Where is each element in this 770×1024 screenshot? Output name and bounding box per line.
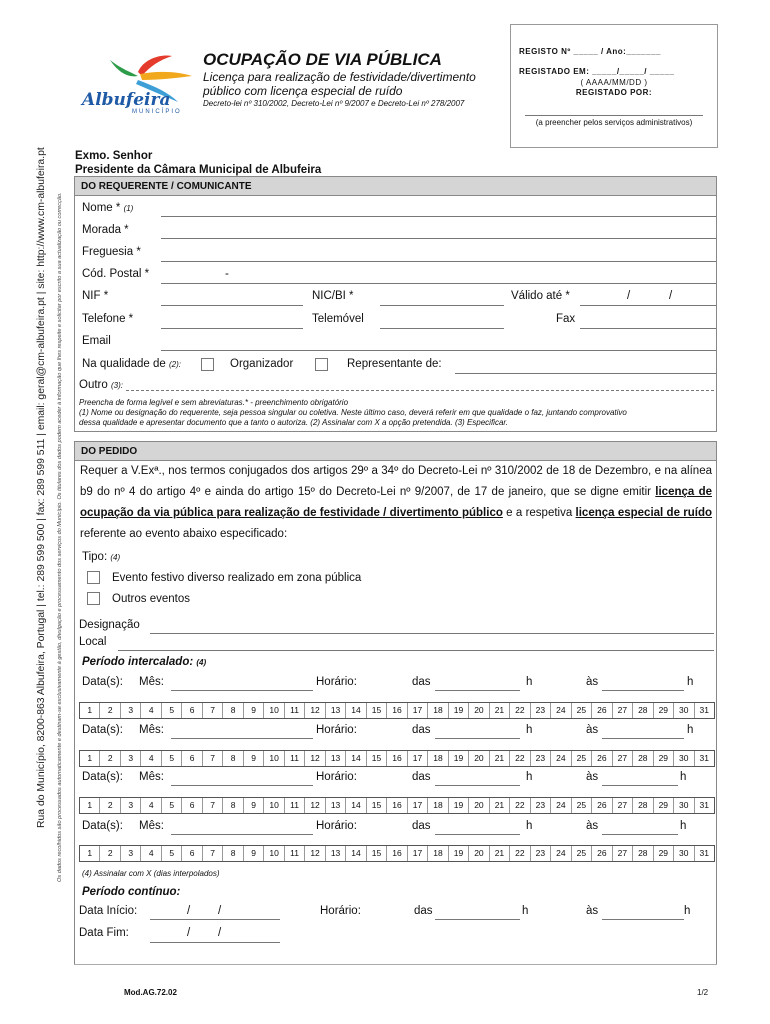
- day-cell[interactable]: 1: [80, 751, 100, 766]
- as-field[interactable]: [602, 834, 678, 835]
- opt-evento-festivo-label: Evento festivo diverso realizado em zona pública: [112, 572, 362, 584]
- day-cell[interactable]: 10: [264, 751, 284, 766]
- day-cell[interactable]: 24: [551, 846, 571, 861]
- day-cell[interactable]: 17: [408, 751, 428, 766]
- mes-label: Mês:: [139, 820, 164, 832]
- mes-field[interactable]: [171, 785, 313, 786]
- day-cell[interactable]: 6: [182, 798, 202, 813]
- freguesia-field[interactable]: [161, 261, 716, 262]
- day-cell[interactable]: 22: [510, 846, 530, 861]
- addressee: [75, 149, 321, 177]
- day-cell[interactable]: 26: [592, 798, 612, 813]
- mes-label: Mês:: [139, 771, 164, 783]
- day-cell[interactable]: 6: [182, 703, 202, 718]
- valido-slash-2: /: [669, 290, 673, 302]
- day-cell[interactable]: 19: [449, 846, 469, 861]
- day-cell[interactable]: 15: [367, 798, 387, 813]
- day-cell[interactable]: 5: [162, 798, 182, 813]
- day-cell[interactable]: 27: [613, 703, 633, 718]
- days-row[interactable]: [79, 750, 715, 767]
- datas-label: Data(s):: [82, 676, 123, 688]
- day-cell[interactable]: 19: [449, 751, 469, 766]
- day-cell[interactable]: 11: [285, 798, 305, 813]
- logo-subtitle: MUNICÍPIO: [132, 109, 182, 115]
- day-cell[interactable]: 6: [182, 751, 202, 766]
- day-cell[interactable]: 9: [244, 703, 264, 718]
- email-label: Email: [82, 335, 111, 347]
- day-cell[interactable]: 4: [141, 846, 161, 861]
- data-fim-label: Data Fim:: [79, 927, 129, 939]
- as-label: às: [586, 820, 599, 832]
- requerente-note-3: dessa qualidade e apresentar documento que a tanto o autoriza. (2) Assinalar com X a opção pretendida. (3) Especificar.: [79, 418, 508, 427]
- day-cell[interactable]: 18: [428, 751, 448, 766]
- das-label: das: [412, 676, 431, 688]
- form-title: OCUPAÇÃO DE VIA PÚBLICA: [203, 50, 442, 69]
- day-cell[interactable]: 20: [469, 846, 489, 861]
- as-label: às: [586, 676, 599, 688]
- day-cell[interactable]: 9: [244, 798, 264, 813]
- day-cell[interactable]: 21: [490, 703, 510, 718]
- data-inicio-label: Data Início:: [79, 905, 138, 917]
- day-cell[interactable]: 12: [305, 751, 325, 766]
- registry-by: REGISTADO POR:: [575, 88, 653, 97]
- day-cell[interactable]: 22: [510, 751, 530, 766]
- local-label: Local: [79, 636, 107, 648]
- day-cell[interactable]: 2: [100, 798, 120, 813]
- day-cell[interactable]: 14: [346, 798, 366, 813]
- h-label: h: [687, 724, 694, 736]
- days-row[interactable]: [79, 797, 715, 814]
- morada-field[interactable]: [161, 238, 716, 239]
- day-cell[interactable]: 29: [654, 798, 674, 813]
- day-cell[interactable]: 5: [162, 703, 182, 718]
- day-cell[interactable]: 8: [223, 798, 243, 813]
- day-cell[interactable]: 27: [613, 846, 633, 861]
- day-cell[interactable]: 30: [674, 703, 694, 718]
- day-cell[interactable]: 1: [80, 846, 100, 861]
- day-cell[interactable]: 4: [141, 703, 161, 718]
- day-cell[interactable]: 2: [100, 703, 120, 718]
- valido-label: Válido até *: [511, 290, 570, 302]
- mes-label: Mês:: [139, 724, 164, 736]
- day-cell[interactable]: 29: [654, 703, 674, 718]
- requerente-note-1: Preencha de forma legível e sem abreviaturas.* - preenchimento obrigatório: [79, 398, 349, 407]
- day-cell[interactable]: 29: [654, 751, 674, 766]
- designacao-field[interactable]: [150, 633, 714, 634]
- das-field[interactable]: [435, 690, 520, 691]
- registry-date-format: ( AAAA/MM/DD ): [580, 78, 648, 87]
- day-cell[interactable]: 23: [531, 703, 551, 718]
- day-cell[interactable]: 29: [654, 846, 674, 861]
- day-cell[interactable]: 5: [162, 751, 182, 766]
- designacao-label: Designação: [79, 619, 140, 631]
- day-cell[interactable]: 12: [305, 798, 325, 813]
- h-label: h: [526, 676, 533, 688]
- day-cell[interactable]: 15: [367, 703, 387, 718]
- day-cell[interactable]: 21: [490, 798, 510, 813]
- day-cell[interactable]: 11: [285, 846, 305, 861]
- horario-label: Horário:: [316, 820, 357, 832]
- day-cell[interactable]: 20: [469, 751, 489, 766]
- day-cell[interactable]: 13: [326, 751, 346, 766]
- horario-label: Horário:: [316, 724, 357, 736]
- day-cell[interactable]: 7: [203, 751, 223, 766]
- day-cell[interactable]: 5: [162, 846, 182, 861]
- side-contact-text: Rua do Município, 8200-863 Albufeira, Portugal | tel.: 289 599 500 | fax: 289 599 511 | email: geral@cm-albufeira.pt | site: http://www.cm-albufeira.pt: [36, 147, 47, 828]
- day-cell[interactable]: 7: [203, 703, 223, 718]
- addressee-line-2: Presidente da Câmara Municipal de Albufeira: [75, 164, 322, 176]
- as-label: às: [586, 771, 599, 783]
- h-label: h: [687, 676, 694, 688]
- local-field[interactable]: [118, 650, 714, 651]
- day-cell[interactable]: 20: [469, 798, 489, 813]
- day-cell[interactable]: 28: [633, 846, 653, 861]
- day-cell[interactable]: 21: [490, 846, 510, 861]
- side-privacy-text: Os dados recolhidos são processados automaticamente e destinam-se exclusivamente à gestão, divulgação e processamento dos serviços do Município. Os titulares dos dados podem aceder à informação que lhes respeite e solicitar por escrito a sua actualização ou correcção.: [57, 192, 63, 882]
- horario-label: Horário:: [316, 771, 357, 783]
- horario-label: Horário:: [320, 905, 361, 917]
- day-cell[interactable]: 22: [510, 703, 530, 718]
- day-cell[interactable]: 3: [121, 798, 141, 813]
- days-row[interactable]: [79, 702, 715, 719]
- requerente-note-2: (1) Nome ou designação do requerente, seja pessoa singular ou coletiva. Neste último caso, deverá referir em que qualidade o faz, juntando comprovativo: [79, 408, 627, 417]
- day-cell[interactable]: 12: [305, 846, 325, 861]
- day-cell[interactable]: 3: [121, 703, 141, 718]
- day-cell[interactable]: 30: [674, 798, 694, 813]
- day-cell[interactable]: 16: [387, 846, 407, 861]
- h-label: h: [522, 905, 529, 917]
- organizador-checkbox[interactable]: [201, 358, 214, 371]
- day-cell[interactable]: 12: [305, 703, 325, 718]
- datas-label: Data(s):: [82, 771, 123, 783]
- registry-note: (a preencher pelos serviços administrativos): [535, 118, 693, 127]
- day-cell[interactable]: 7: [203, 846, 223, 861]
- fax-label: Fax: [556, 313, 576, 325]
- morada-label: Morada *: [82, 224, 129, 236]
- day-cell[interactable]: 14: [346, 703, 366, 718]
- h-label: h: [526, 820, 533, 832]
- das-field[interactable]: [435, 834, 520, 835]
- day-cell[interactable]: 10: [264, 703, 284, 718]
- day-cell[interactable]: 9: [244, 846, 264, 861]
- day-cell[interactable]: 14: [346, 751, 366, 766]
- day-cell[interactable]: 18: [428, 846, 448, 861]
- das-label: das: [414, 905, 433, 917]
- day-cell[interactable]: 31: [699, 848, 709, 858]
- footer-page: 1/2: [697, 988, 709, 997]
- day-cell[interactable]: 24: [551, 798, 571, 813]
- day-cell[interactable]: 1: [80, 703, 100, 718]
- periodo-intercalado-label: Período intercalado: (4): [82, 656, 207, 668]
- as-field[interactable]: [602, 738, 684, 739]
- opt-evento-festivo-checkbox[interactable]: [87, 571, 100, 584]
- das-label: das: [412, 724, 431, 736]
- outro-label: Outro (3):: [79, 379, 123, 391]
- day-cell[interactable]: 8: [223, 703, 243, 718]
- addressee-line-1: Exmo. Senhor: [75, 150, 153, 162]
- day-cell[interactable]: 31: [699, 705, 709, 715]
- day-cell[interactable]: 2: [100, 751, 120, 766]
- day-cell[interactable]: 23: [531, 846, 551, 861]
- registry-number: REGISTO Nº _____ / Ano:_______: [519, 47, 661, 56]
- as-field[interactable]: [602, 785, 678, 786]
- day-cell[interactable]: 17: [408, 798, 428, 813]
- h-label: h: [526, 771, 533, 783]
- day-cell[interactable]: 1: [80, 798, 100, 813]
- das-field[interactable]: [435, 738, 520, 739]
- day-cell[interactable]: 23: [531, 751, 551, 766]
- day-cell[interactable]: 31: [699, 753, 709, 763]
- day-cell[interactable]: 18: [428, 703, 448, 718]
- note-4: (4) Assinalar com X (dias interpolados): [82, 869, 220, 878]
- day-cell[interactable]: 30: [674, 751, 694, 766]
- registry-date: REGISTADO EM: _____/_____/ _____: [519, 67, 675, 76]
- data-fim-slash-1: /: [187, 927, 191, 939]
- day-cell[interactable]: 19: [449, 703, 469, 718]
- as-field[interactable]: [602, 919, 684, 920]
- day-cell[interactable]: 15: [367, 846, 387, 861]
- nic-label: NIC/BI *: [312, 290, 354, 302]
- nic-field[interactable]: [380, 305, 504, 306]
- qualidade-label: Na qualidade de (2):: [82, 358, 181, 370]
- day-cell[interactable]: 4: [141, 751, 161, 766]
- day-cell[interactable]: 27: [613, 751, 633, 766]
- day-cell[interactable]: 24: [551, 703, 571, 718]
- mes-field[interactable]: [171, 738, 313, 739]
- days-row[interactable]: [79, 845, 715, 862]
- day-cell[interactable]: 10: [264, 846, 284, 861]
- day-cell[interactable]: 16: [387, 703, 407, 718]
- day-cell[interactable]: 26: [592, 751, 612, 766]
- das-field[interactable]: [435, 785, 520, 786]
- day-cell[interactable]: 7: [203, 798, 223, 813]
- registry-box: [510, 24, 718, 148]
- day-cell[interactable]: 18: [428, 798, 448, 813]
- fax-field[interactable]: [580, 328, 716, 329]
- as-field[interactable]: [602, 690, 684, 691]
- opt-outros-label: Outros eventos: [112, 593, 190, 605]
- telemovel-field[interactable]: [380, 328, 504, 329]
- day-cell[interactable]: 26: [592, 846, 612, 861]
- das-label: das: [412, 771, 431, 783]
- bottom-divider: [74, 964, 717, 965]
- day-cell[interactable]: 20: [469, 703, 489, 718]
- nif-field[interactable]: [161, 305, 303, 306]
- nif-label: NIF *: [82, 290, 109, 302]
- day-cell[interactable]: 16: [387, 798, 407, 813]
- day-cell[interactable]: 25: [572, 703, 592, 718]
- telemovel-label: Telemóvel: [312, 313, 364, 325]
- as-label: às: [586, 724, 599, 736]
- day-cell[interactable]: 23: [531, 798, 551, 813]
- day-cell[interactable]: 4: [141, 798, 161, 813]
- valido-slash-1: /: [627, 290, 631, 302]
- day-cell[interactable]: 27: [613, 798, 633, 813]
- footer-model: Mod.AG.72.02: [124, 988, 177, 997]
- datas-label: Data(s):: [82, 820, 123, 832]
- day-cell[interactable]: 10: [264, 798, 284, 813]
- form-subtitle: Licença para realização de festividade/divertimento público com licença especial de ruído: [203, 70, 476, 98]
- day-cell[interactable]: 17: [408, 703, 428, 718]
- day-cell[interactable]: 14: [346, 846, 366, 861]
- day-cell[interactable]: 16: [387, 751, 407, 766]
- h-label: h: [526, 724, 533, 736]
- mes-field[interactable]: [171, 690, 313, 691]
- tipo-label: Tipo: (4): [82, 551, 121, 563]
- mes-label: Mês:: [139, 676, 164, 688]
- day-cell[interactable]: 21: [490, 751, 510, 766]
- horario-label: Horário:: [316, 676, 357, 688]
- day-cell[interactable]: 28: [633, 703, 653, 718]
- form-decree: Decreto-lei nº 310/2002, Decreto-Lei nº 9/2007 e Decreto-Lei nº 278/2007: [203, 99, 465, 108]
- data-inicio-slash-2: /: [218, 905, 222, 917]
- day-cell[interactable]: 25: [572, 751, 592, 766]
- pedido-paragraph: Requer a V.Exª., nos termos conjugados dos artigos 29º a 34º do Decreto-Lei nº 310/2002 de 18 de Dezembro, e na alínea b9 do nº 4 do artigo 4º e ainda do artigo 15º do Decreto-Lei nº 9/2007, de 17 de janeiro, que se digne emitir licença de ocupação da via pública para realização de festividade / divertimento público e a respetiva licença especial de ruído referente ao evento abaixo especificado:: [80, 465, 713, 540]
- day-cell[interactable]: 13: [326, 703, 346, 718]
- day-cell[interactable]: 25: [572, 846, 592, 861]
- datas-label: Data(s):: [82, 724, 123, 736]
- day-cell[interactable]: 2: [100, 846, 120, 861]
- day-cell[interactable]: 15: [367, 751, 387, 766]
- day-cell[interactable]: 13: [326, 846, 346, 861]
- cod-postal-field[interactable]: [161, 283, 716, 284]
- day-cell[interactable]: 3: [121, 846, 141, 861]
- day-cell[interactable]: 9: [244, 751, 264, 766]
- day-cell[interactable]: 24: [551, 751, 571, 766]
- data-fim-slash-2: /: [218, 927, 222, 939]
- registry-signature-line: [525, 115, 703, 116]
- section-requerente-header: DO REQUERENTE / COMUNICANTE: [74, 176, 717, 196]
- day-cell[interactable]: 13: [326, 798, 346, 813]
- day-cell[interactable]: 26: [592, 703, 612, 718]
- day-cell[interactable]: 8: [223, 751, 243, 766]
- day-cell[interactable]: 17: [408, 846, 428, 861]
- nome-field[interactable]: [161, 216, 716, 217]
- data-inicio-field[interactable]: [150, 919, 280, 920]
- representante-label: Representante de:: [347, 358, 442, 370]
- logo-wordmark: Albufeira: [82, 90, 171, 110]
- day-cell[interactable]: 19: [449, 798, 469, 813]
- day-cell[interactable]: 28: [633, 798, 653, 813]
- nome-label: Nome * (1): [82, 202, 134, 214]
- h-label: h: [680, 820, 687, 832]
- as-label: às: [586, 905, 599, 917]
- das-field[interactable]: [435, 919, 520, 920]
- cod-postal-label: Cód. Postal *: [82, 268, 150, 280]
- cod-postal-separator: -: [225, 268, 229, 280]
- day-cell[interactable]: 30: [674, 846, 694, 861]
- day-cell[interactable]: 11: [285, 751, 305, 766]
- representante-field[interactable]: [455, 373, 716, 374]
- day-cell[interactable]: 22: [510, 798, 530, 813]
- day-cell[interactable]: 28: [633, 751, 653, 766]
- periodo-continuo-label: Período contínuo:: [82, 886, 181, 898]
- section-pedido-header: DO PEDIDO: [74, 441, 717, 461]
- day-cell[interactable]: 31: [699, 800, 709, 810]
- day-cell[interactable]: 3: [121, 751, 141, 766]
- freguesia-label: Freguesia *: [82, 246, 141, 258]
- opt-outros-checkbox[interactable]: [87, 592, 100, 605]
- mes-field[interactable]: [171, 834, 313, 835]
- data-fim-field[interactable]: [150, 942, 280, 943]
- outro-field[interactable]: [126, 390, 714, 391]
- day-cell[interactable]: 11: [285, 703, 305, 718]
- telefone-field[interactable]: [161, 328, 303, 329]
- day-cell[interactable]: 6: [182, 846, 202, 861]
- email-field[interactable]: [161, 350, 716, 351]
- telefone-label: Telefone *: [82, 313, 134, 325]
- representante-checkbox[interactable]: [315, 358, 328, 371]
- organizador-label: Organizador: [230, 358, 294, 370]
- h-label: h: [680, 771, 687, 783]
- das-label: das: [412, 820, 431, 832]
- valido-field[interactable]: [580, 305, 716, 306]
- data-inicio-slash-1: /: [187, 905, 191, 917]
- h-label: h: [684, 905, 691, 917]
- day-cell[interactable]: 25: [572, 798, 592, 813]
- day-cell[interactable]: 8: [223, 846, 243, 861]
